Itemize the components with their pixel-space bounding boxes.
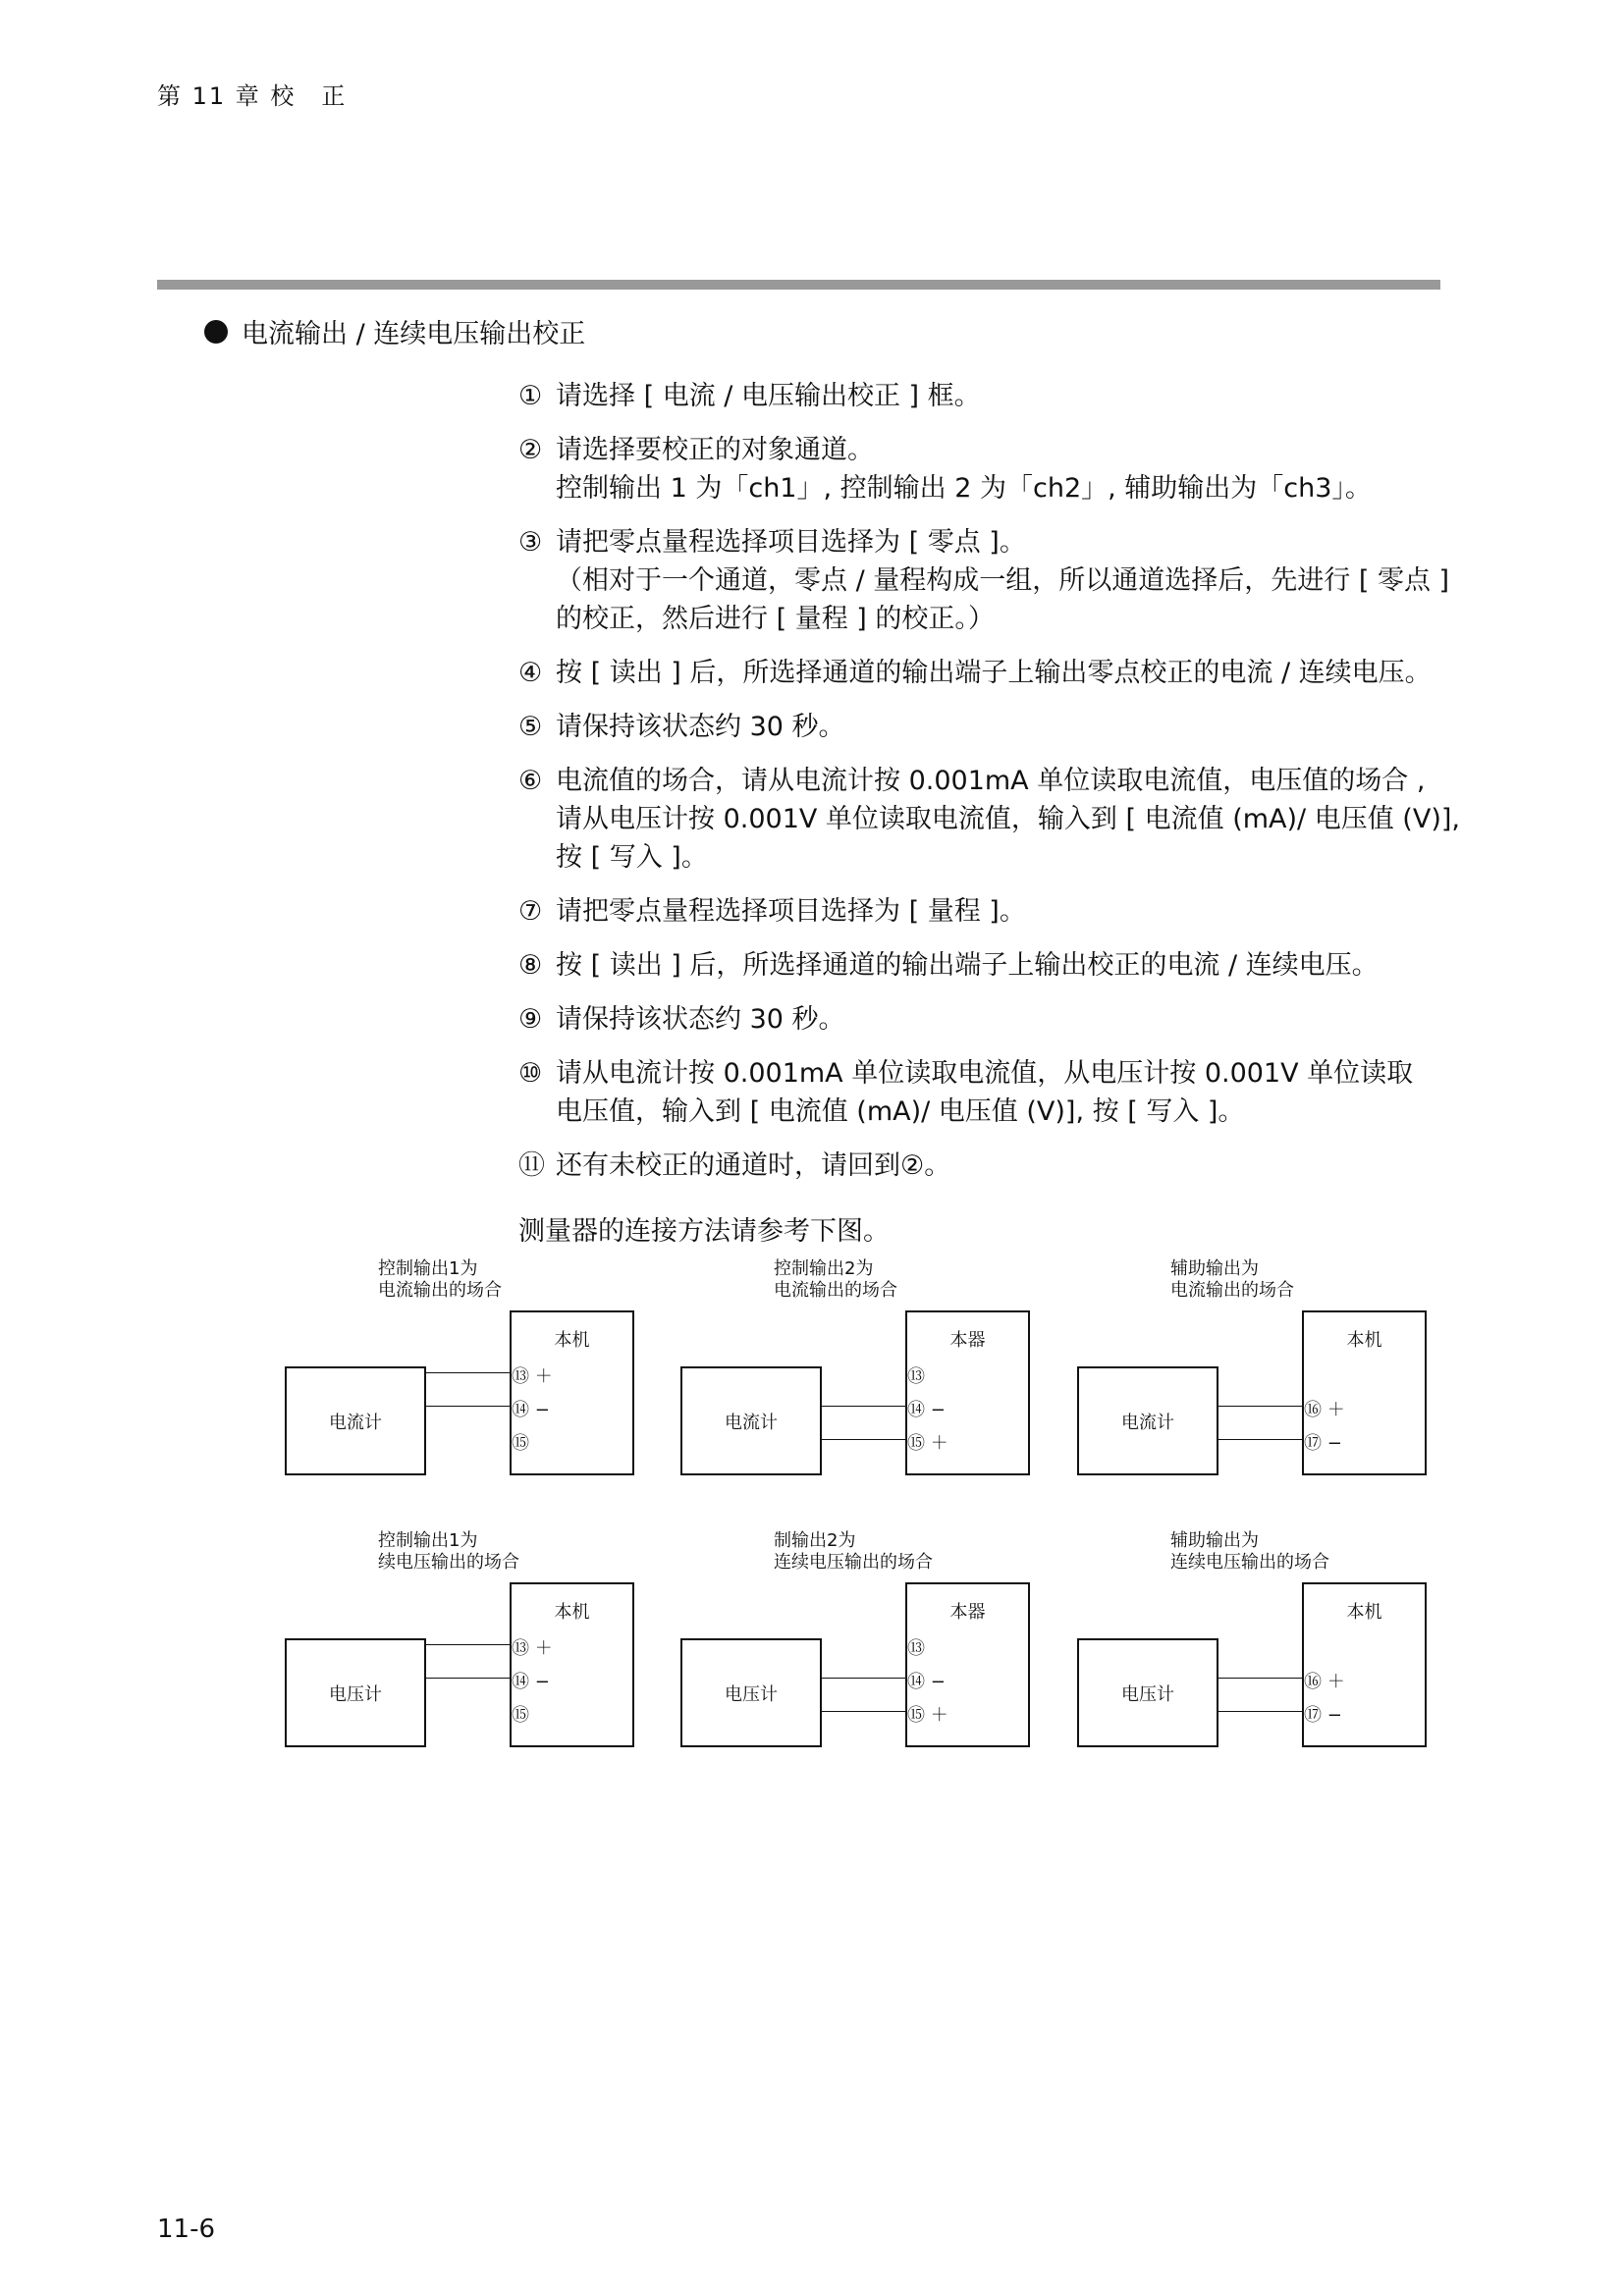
diagram-caption: [1170, 1258, 1294, 1302]
step-item: [518, 431, 1451, 507]
meter-label: 电流计: [725, 1412, 778, 1433]
meter-box: [680, 1638, 822, 1747]
connection-wire: [1218, 1711, 1304, 1712]
meter-box: [1077, 1638, 1218, 1747]
step-number: ④: [518, 658, 543, 688]
connection-wire: [1218, 1678, 1304, 1679]
step-list: [518, 377, 1460, 1201]
step-text: [556, 1000, 1451, 1039]
instrument-label: 本机: [1346, 1602, 1382, 1623]
step-item: [518, 654, 1451, 692]
step-text-line: 电压值，输入到 [ 电流值 (mA)/ 电压值 (V)], 按 [ 写入 ]。: [556, 1096, 1245, 1127]
connection-wire: [1218, 1406, 1304, 1407]
connection-wire: [426, 1372, 512, 1373]
diagram-caption-line: 控制输出2为: [774, 1258, 874, 1279]
connection-wire: [426, 1644, 512, 1645]
wiring-diagram: [1077, 1258, 1475, 1489]
diagram-caption: [1170, 1530, 1329, 1574]
diagram-caption-line: 续电压输出的场合: [378, 1552, 519, 1573]
step-item: [518, 708, 1451, 746]
terminal-label: ⑭ −: [907, 1400, 946, 1420]
step-text-line: 的校正，然后进行 [ 量程 ] 的校正。）: [556, 604, 995, 634]
diagram-caption: [774, 1258, 897, 1302]
step-number: ⑤: [518, 712, 543, 742]
meter-box: [1077, 1366, 1218, 1475]
step-text-line: 请选择要校正的对象通道。: [556, 435, 874, 465]
step-text-line: 请选择 [ 电流 / 电压输出校正 ] 框。: [556, 381, 981, 411]
wiring-diagram: [680, 1530, 1078, 1761]
meter-box: [680, 1366, 822, 1475]
diagram-caption-line: 电流输出的场合: [378, 1280, 502, 1301]
step-text-line: 请从电压计按 0.001V 单位读取电流值，输入到 [ 电流值 (mA)/ 电压值 (V)],: [556, 804, 1460, 834]
instrument-box: [510, 1310, 634, 1475]
instrument-label: 本器: [949, 1330, 986, 1351]
meter-box: [285, 1366, 426, 1475]
wiring-diagram: [285, 1530, 682, 1761]
instrument-box: [1302, 1582, 1427, 1747]
step-number: ⑦: [518, 896, 543, 927]
step-item: [518, 946, 1451, 985]
section-heading: [204, 312, 585, 350]
connection-wire: [822, 1406, 907, 1407]
diagram-caption: [378, 1258, 502, 1302]
terminal-label: ⑬: [907, 1366, 925, 1387]
terminal-label: ⑯ ＋: [1304, 1400, 1345, 1420]
section-divider: [157, 280, 1440, 290]
step-text: [556, 654, 1451, 692]
instrument-box: [1302, 1310, 1427, 1475]
step-number: ⑧: [518, 950, 543, 981]
step-number: ②: [518, 435, 543, 465]
terminal-label: ⑰ −: [1304, 1433, 1342, 1454]
step-text-line: 还有未校正的通道时，请回到②。: [556, 1150, 951, 1181]
diagram-caption-line: 辅助输出为: [1170, 1258, 1259, 1279]
diagram-caption-line: 控制输出1为: [378, 1530, 478, 1551]
step-number: ⑪: [518, 1150, 545, 1181]
step-text: [556, 762, 1460, 877]
instrument-label: 本机: [554, 1330, 590, 1351]
step-number: ③: [518, 527, 543, 558]
step-item: [518, 1147, 1451, 1185]
diagram-caption-line: 电流输出的场合: [1170, 1280, 1294, 1301]
meter-label: 电压计: [1121, 1683, 1174, 1705]
chapter-header: 第 11 章 校 正: [157, 82, 348, 110]
terminal-label: ⑯ ＋: [1304, 1672, 1345, 1692]
instrument-box: [510, 1582, 634, 1747]
meter-label: 电压计: [329, 1683, 382, 1705]
step-text: [556, 431, 1451, 507]
step-text: [556, 1147, 1451, 1185]
step-text-line: 请把零点量程选择项目选择为 [ 量程 ]。: [556, 896, 1026, 927]
step-item: [518, 762, 1460, 877]
instrument-label: 本器: [949, 1602, 986, 1623]
step-text-line: （相对于一个通道，零点 / 量程构成一组，所以通道选择后，先进行 [ 零点 ]: [556, 565, 1450, 596]
step-text-line: 请把零点量程选择项目选择为 [ 零点 ]。: [556, 527, 1026, 558]
terminal-label: ⑭ −: [907, 1672, 946, 1692]
terminal-label: ⑭ −: [512, 1672, 550, 1692]
connection-wire: [822, 1439, 907, 1440]
step-number: ①: [518, 381, 543, 411]
instrument-box: [905, 1310, 1030, 1475]
diagram-caption-line: 辅助输出为: [1170, 1530, 1259, 1551]
terminal-label: ⑬: [907, 1638, 925, 1659]
step-item: [518, 1000, 1451, 1039]
step-number: ⑨: [518, 1004, 543, 1035]
step-text: [556, 892, 1451, 931]
step-text-line: 按 [ 读出 ] 后，所选择通道的输出端子上输出零点校正的电流 / 连续电压。: [556, 658, 1432, 688]
diagram-caption: [378, 1530, 519, 1574]
terminal-label: ⑭ −: [512, 1400, 550, 1420]
section-title: 电流输出 / 连续电压输出校正: [242, 319, 586, 349]
step-text: [556, 1054, 1451, 1131]
meter-label: 电压计: [725, 1683, 778, 1705]
step-item: [518, 377, 1451, 415]
diagram-caption-line: 制输出2为: [774, 1530, 856, 1551]
terminal-label: ⑮: [512, 1433, 529, 1454]
step-text-line: 按 [ 读出 ] 后，所选择通道的输出端子上输出校正的电流 / 连续电压。: [556, 950, 1379, 981]
terminal-label: ⑬ ＋: [512, 1366, 553, 1387]
step-text: [556, 708, 1451, 746]
meter-box: [285, 1638, 426, 1747]
step-text: [556, 946, 1451, 985]
terminal-label: ⑬ ＋: [512, 1638, 553, 1659]
step-text-line: 请从电流计按 0.001mA 单位读取电流值，从电压计按 0.001V 单位读取: [556, 1058, 1414, 1089]
step-item: [518, 523, 1451, 638]
step-text-line: 电流值的场合，请从电流计按 0.001mA 单位读取电流值，电压值的场合 ,: [556, 766, 1426, 796]
meter-label: 电流计: [1121, 1412, 1174, 1433]
connection-wire: [426, 1406, 512, 1407]
diagram-caption-line: 控制输出1为: [378, 1258, 478, 1279]
instrument-box: [905, 1582, 1030, 1747]
connection-wire: [1218, 1439, 1304, 1440]
step-text-line: 请保持该状态约 30 秒。: [556, 1004, 845, 1035]
bullet-icon: [204, 320, 228, 344]
step-item: [518, 892, 1451, 931]
diagram-caption-line: 连续电压输出的场合: [1170, 1552, 1329, 1573]
wiring-diagram: [285, 1258, 682, 1489]
step-number: ⑩: [518, 1058, 543, 1089]
terminal-label: ⑰ −: [1304, 1705, 1342, 1726]
meter-label: 电流计: [329, 1412, 382, 1433]
diagram-caption: [774, 1530, 933, 1574]
diagram-caption-line: 电流输出的场合: [774, 1280, 897, 1301]
step-text-line: 控制输出 1 为「ch1」, 控制输出 2 为「ch2」, 辅助输出为「ch3」。: [556, 473, 1372, 504]
connection-wire: [426, 1678, 512, 1679]
instrument-label: 本机: [1346, 1330, 1382, 1351]
step-number: ⑥: [518, 766, 543, 796]
diagram-caption-line: 连续电压输出的场合: [774, 1552, 933, 1573]
step-text: [556, 377, 1451, 415]
step-text-line: 请保持该状态约 30 秒。: [556, 712, 845, 742]
instrument-label: 本机: [554, 1602, 590, 1623]
terminal-label: ⑮ ＋: [907, 1705, 948, 1726]
wiring-diagram: [1077, 1530, 1475, 1761]
terminal-label: ⑮: [512, 1705, 529, 1726]
page-number: 11-6: [157, 2215, 216, 2244]
terminal-label: ⑮ ＋: [907, 1433, 948, 1454]
step-text: [556, 523, 1451, 638]
connection-note: 测量器的连接方法请参考下图。: [518, 1216, 890, 1247]
wiring-diagram: [680, 1258, 1078, 1489]
step-item: [518, 1054, 1451, 1131]
connection-wire: [822, 1678, 907, 1679]
step-text-line: 按 [ 写入 ]。: [556, 842, 708, 873]
connection-wire: [822, 1711, 907, 1712]
